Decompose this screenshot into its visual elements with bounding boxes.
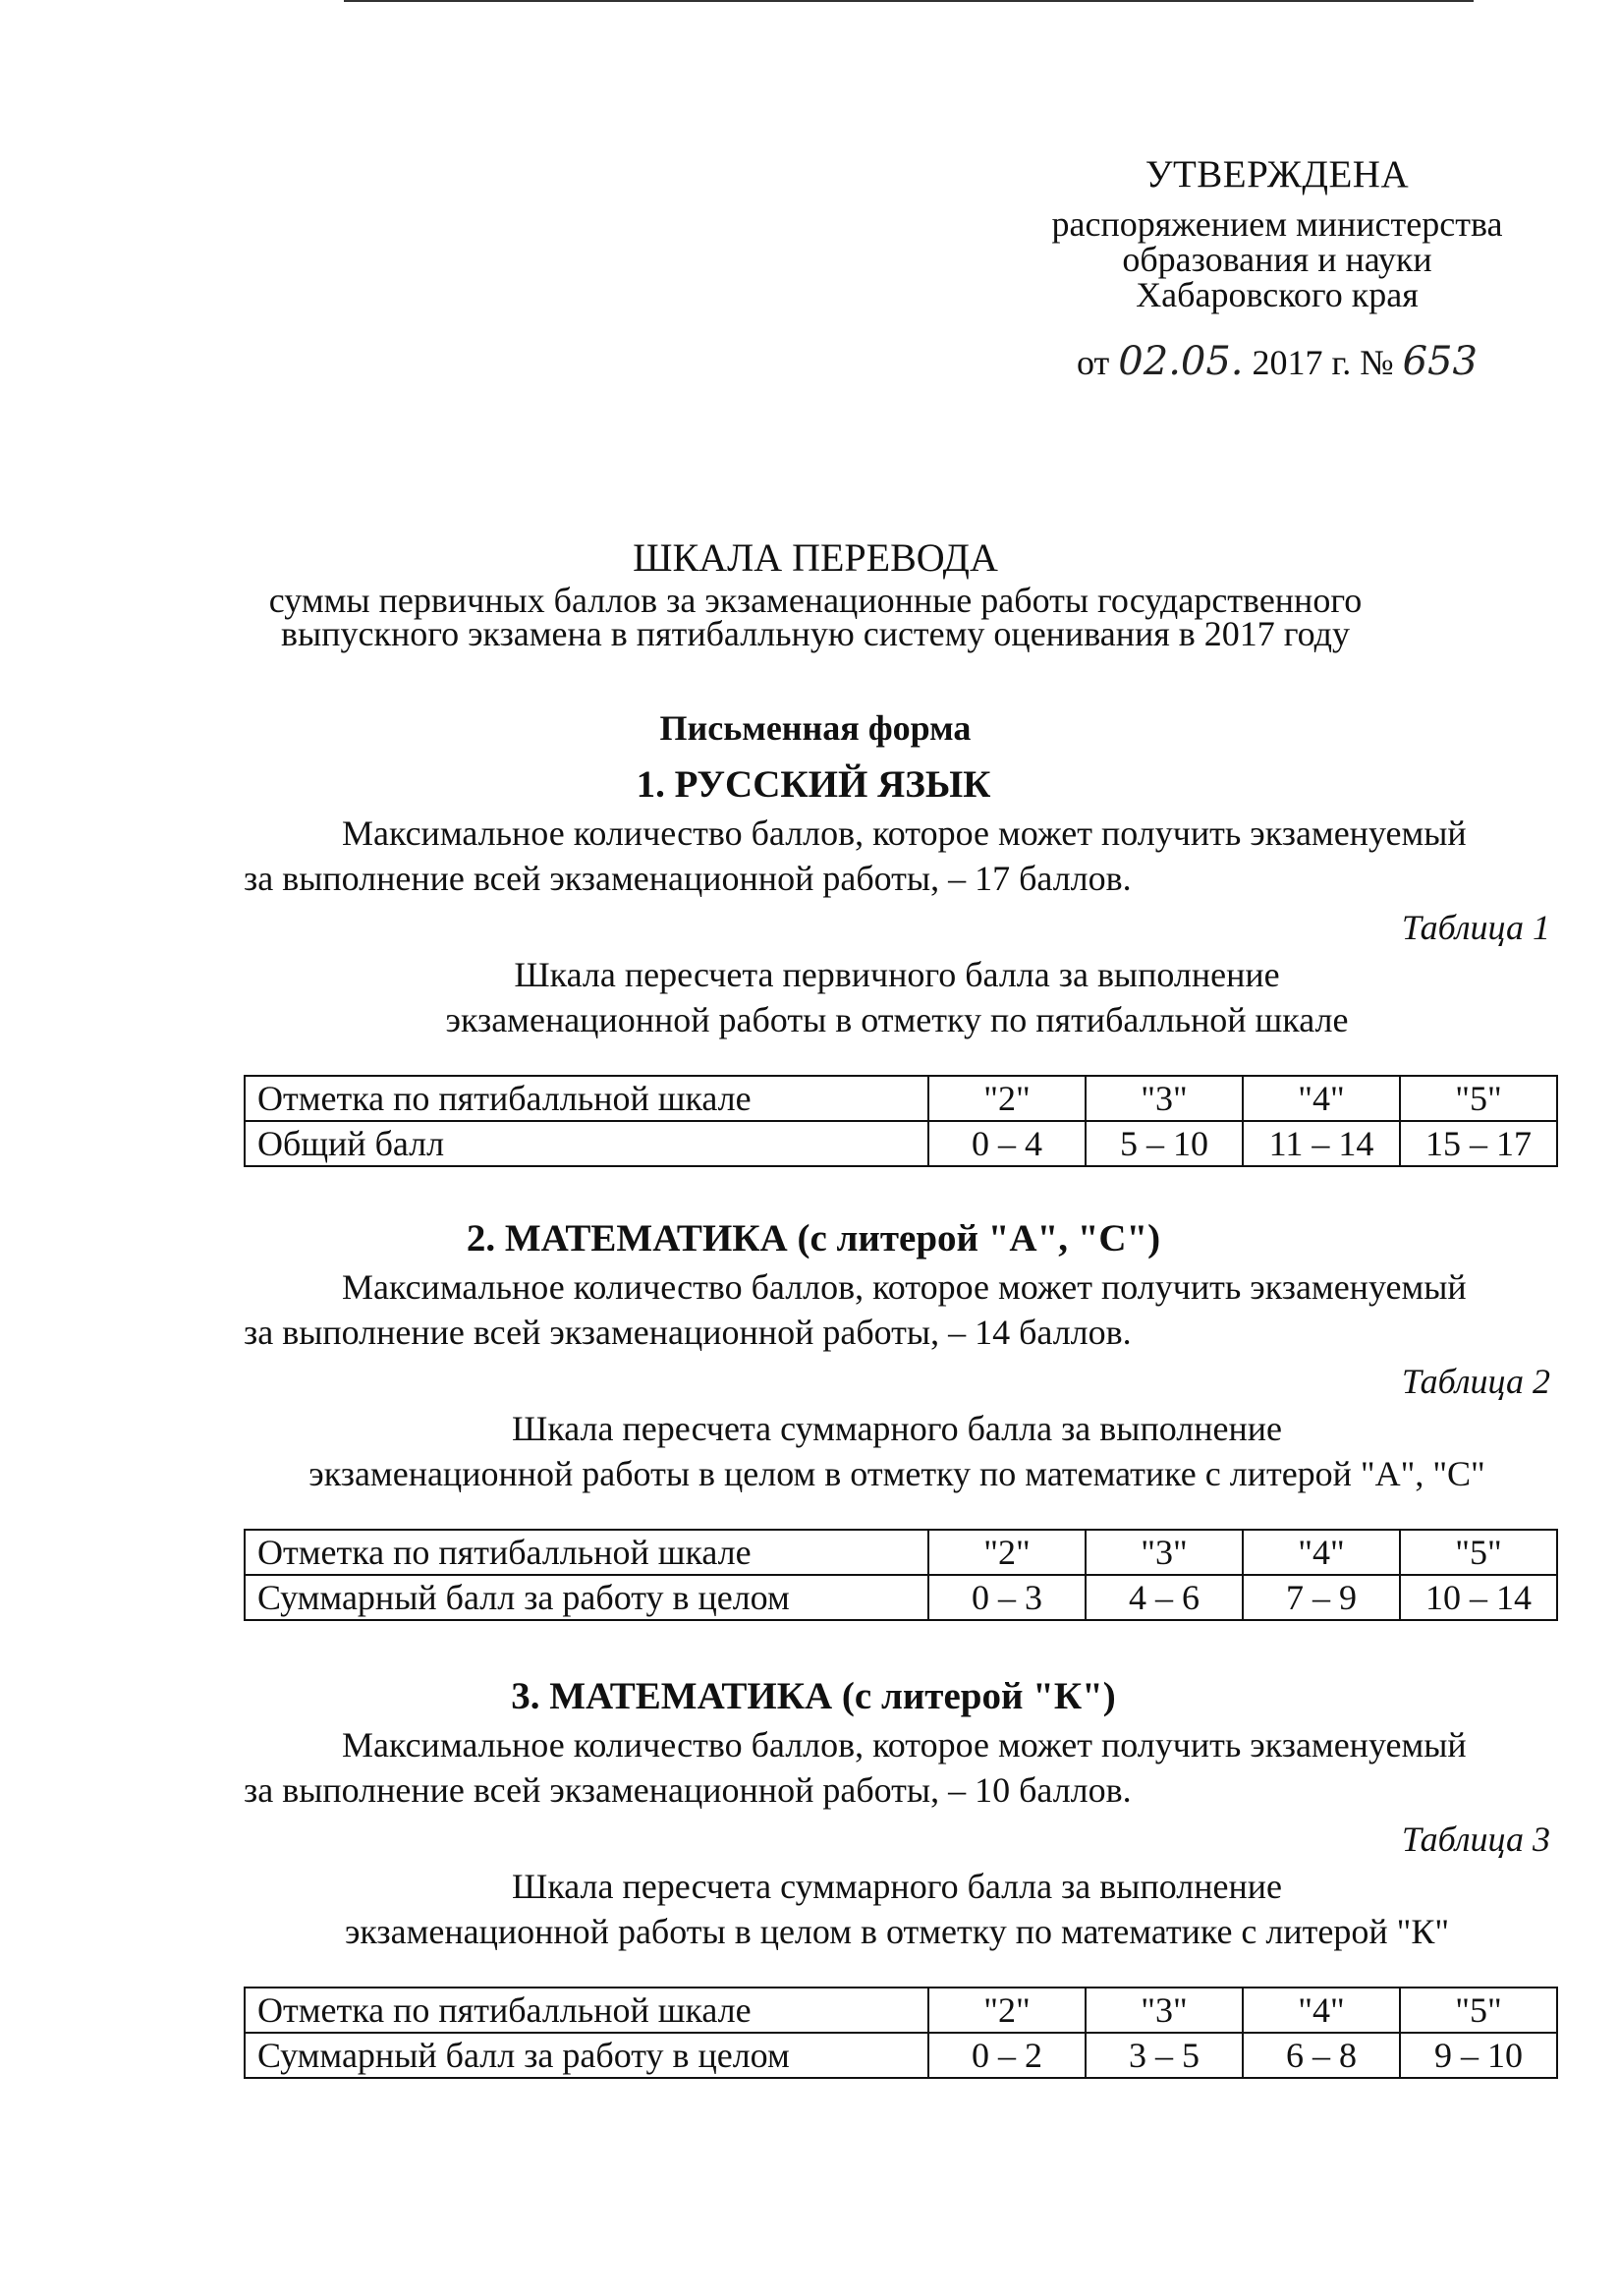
section-paragraph [244, 1264, 1550, 1355]
section-heading: 3. МАТЕМАТИКА (с литерой "К") [511, 1675, 1116, 1717]
paragraph-line-2: за выполнение всей экзаменационной работы, – 10 баллов. [244, 1770, 1132, 1810]
table-row [245, 1575, 1557, 1620]
section-paragraph [244, 1722, 1550, 1813]
range-cell: 3 – 5 [1086, 2033, 1243, 2078]
document-subtitle [246, 581, 1385, 653]
row-label: Суммарный балл за работу в целом [245, 1575, 928, 1620]
table-row [245, 1988, 1557, 2033]
table-number: Таблица 1 [1401, 908, 1550, 947]
paragraph-line-2: за выполнение всей экзаменационной работы, – 17 баллов. [244, 859, 1132, 898]
paragraph-line-1: Максимальное количество баллов, которое может получить экзаменуемый [342, 813, 1467, 853]
grade-cell: "4" [1243, 1530, 1400, 1575]
table-number: Таблица 2 [1401, 1362, 1550, 1401]
table-number: Таблица 3 [1401, 1820, 1550, 1859]
range-cell: 0 – 3 [928, 1575, 1086, 1620]
grade-cell: "5" [1400, 1988, 1557, 2033]
document-title: ШКАЛА ПЕРЕВОДА [633, 535, 998, 580]
range-cell: 7 – 9 [1243, 1575, 1400, 1620]
date-year: 2017 г. № [1252, 343, 1394, 382]
range-cell: 0 – 2 [928, 2033, 1086, 2078]
range-cell: 15 – 17 [1400, 1121, 1557, 1166]
caption-line-1: Шкала пересчета суммарного балла за выполнение [512, 1867, 1282, 1906]
row-label: Суммарный балл за работу в целом [245, 2033, 928, 2078]
approval-title: УТВЕРЖДЕНА [1144, 153, 1410, 196]
table-caption [244, 952, 1550, 1042]
scale-table-1 [244, 1075, 1558, 1167]
caption-line-2: экзаменационной работы в целом в отметку по математике с литерой "К" [344, 1912, 1450, 1951]
grade-cell: "3" [1086, 1076, 1243, 1121]
section-math-k [244, 1674, 1550, 1954]
handwritten-number: 653 [1402, 339, 1478, 384]
row-label: Отметка по пятибалльной шкале [245, 1988, 928, 2033]
approval-line-1: распоряжением министерства [1051, 204, 1503, 244]
caption-line-1: Шкала пересчета суммарного балла за выполнение [512, 1409, 1282, 1448]
section-heading: 1. РУССКИЙ ЯЗЫК [636, 763, 991, 806]
table-row [245, 1121, 1557, 1166]
caption-line-1: Шкала пересчета первичного балла за выполнение [514, 955, 1280, 994]
grade-cell: "2" [928, 1076, 1086, 1121]
approval-line-3: Хабаровского края [1136, 275, 1419, 314]
grade-cell: "5" [1400, 1076, 1557, 1121]
paragraph-line-2: за выполнение всей экзаменационной работы, – 14 баллов. [244, 1313, 1132, 1352]
subtitle-line-1: суммы первичных баллов за экзаменационные работы государственного [268, 581, 1363, 620]
grade-cell: "5" [1400, 1530, 1557, 1575]
table-row [245, 1530, 1557, 1575]
approval-date [982, 339, 1572, 384]
caption-line-2: экзаменационной работы в отметку по пятибалльной шкале [445, 1000, 1349, 1039]
range-cell: 4 – 6 [1086, 1575, 1243, 1620]
range-cell: 6 – 8 [1243, 2033, 1400, 2078]
table-row [245, 2033, 1557, 2078]
range-cell: 5 – 10 [1086, 1121, 1243, 1166]
paragraph-line-1: Максимальное количество баллов, которое может получить экзаменуемый [342, 1725, 1467, 1764]
grade-cell: "2" [928, 1530, 1086, 1575]
scale-table-2 [244, 1529, 1558, 1621]
paragraph-line-1: Максимальное количество баллов, которое может получить экзаменуемый [342, 1267, 1467, 1307]
row-label: Отметка по пятибалльной шкале [245, 1076, 928, 1121]
row-label: Общий балл [245, 1121, 928, 1166]
subtitle-line-2: выпускного экзамена в пятибалльную систему оценивания в 2017 году [281, 614, 1350, 653]
table-caption [244, 1864, 1550, 1954]
range-cell: 10 – 14 [1400, 1575, 1557, 1620]
grade-cell: "4" [1243, 1988, 1400, 2033]
approval-block [982, 153, 1572, 384]
form-label: Письменная форма [659, 708, 972, 748]
caption-line-2: экзаменационной работы в целом в отметку по математике с литерой "А", "С" [308, 1454, 1485, 1493]
section-russian [244, 762, 1550, 1042]
section-paragraph [244, 811, 1550, 901]
section-heading: 2. МАТЕМАТИКА (с литерой "А", "С") [466, 1217, 1161, 1260]
range-cell: 11 – 14 [1243, 1121, 1400, 1166]
row-label: Отметка по пятибалльной шкале [245, 1530, 928, 1575]
grade-cell: "3" [1086, 1988, 1243, 2033]
grade-cell: "2" [928, 1988, 1086, 2033]
table-row [245, 1076, 1557, 1121]
handwritten-date: 02.05. [1118, 339, 1244, 384]
approval-line-2: образования и науки [1122, 240, 1432, 279]
grade-cell: "4" [1243, 1076, 1400, 1121]
scale-table-3 [244, 1987, 1558, 2079]
range-cell: 0 – 4 [928, 1121, 1086, 1166]
table-caption [244, 1406, 1550, 1496]
section-math-a-c [244, 1216, 1550, 1496]
range-cell: 9 – 10 [1400, 2033, 1557, 2078]
grade-cell: "3" [1086, 1530, 1243, 1575]
scan-top-edge [344, 0, 1474, 2]
date-prefix: от [1077, 343, 1110, 382]
